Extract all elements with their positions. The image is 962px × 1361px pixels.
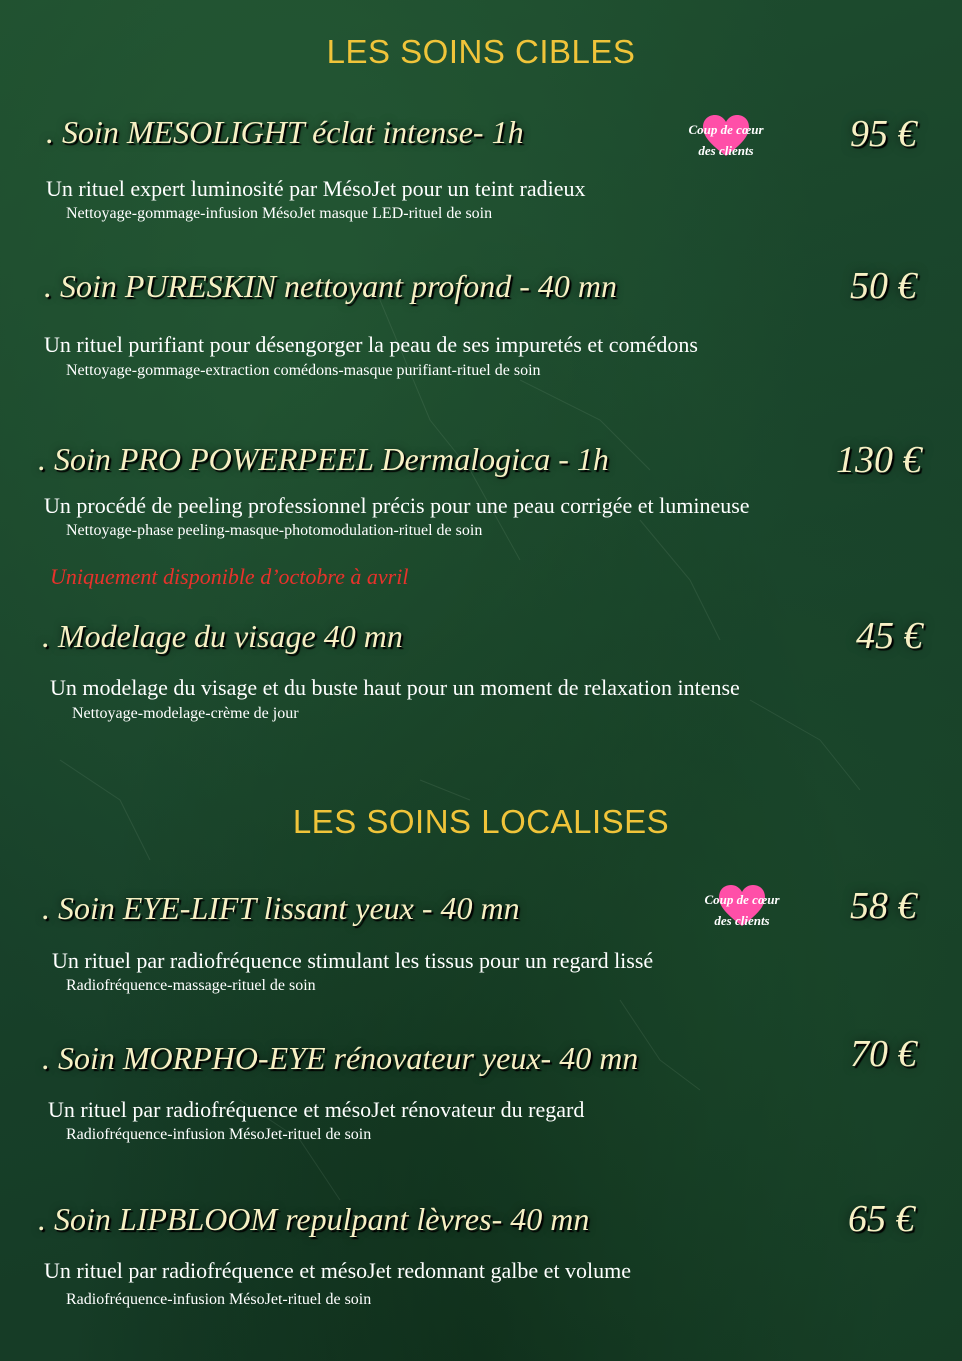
item-price-lipbloom: 65 € — [848, 1198, 915, 1240]
item-desc-powerpeel: Un procédé de peeling professionnel précis pour une peau corrigée et lumineuse — [44, 493, 750, 518]
item-price-modelage: 45 € — [856, 615, 923, 657]
item-desc-lipbloom: Un rituel par radiofréquence et mésoJet redonnant galbe et volume — [44, 1258, 632, 1283]
section-title-localises: LES SOINS LOCALISES — [292, 803, 670, 840]
item-price-mesolight: 95 € — [850, 113, 917, 155]
item-steps-lipbloom: Radiofréquence-infusion MésoJet-rituel de soin — [66, 1291, 372, 1308]
item-title-modelage: . Modelage du visage 40 mn — [42, 618, 403, 654]
item-steps-morphoeye: Radiofréquence-infusion MésoJet-rituel de soin — [66, 1126, 372, 1143]
item-title-powerpeel: . Soin PRO POWERPEEL Dermalogica - 1h — [38, 441, 609, 477]
item-steps-powerpeel: Nettoyage-phase peeling-masque-photomodulation-rituel de soin — [66, 522, 483, 539]
favorite-badge-mesolight — [676, 114, 776, 158]
item-title-morphoeye: . Soin MORPHO-EYE rénovateur yeux- 40 mn — [42, 1040, 639, 1076]
item-title-lipbloom: . Soin LIPBLOOM repulpant lèvres- 40 mn — [38, 1201, 590, 1237]
item-price-morphoeye: 70 € — [850, 1033, 917, 1075]
item-title-eyelift: . Soin EYE-LIFT lissant yeux - 40 mn — [42, 890, 520, 926]
item-steps-eyelift: Radiofréquence-massage-rituel de soin — [66, 977, 316, 994]
item-title-pureskin: . Soin PURESKIN nettoyant profond - 40 mn — [44, 268, 617, 304]
item-desc-pureskin: Un rituel purifiant pour désengorger la peau de ses impuretés et comédons — [44, 332, 698, 357]
badge-line2: des clients — [698, 143, 754, 158]
item-price-powerpeel: 130 € — [836, 439, 922, 481]
badge-line2: des clients — [714, 913, 770, 928]
badge-line1: Coup de cœur — [704, 892, 780, 907]
item-price-pureskin: 50 € — [850, 265, 917, 307]
item-desc-mesolight: Un rituel expert luminosité par MésoJet pour un teint radieux — [46, 176, 586, 201]
item-steps-modelage: Nettoyage-modelage-crème de jour — [72, 705, 299, 722]
item-desc-modelage: Un modelage du visage et du buste haut pour un moment de relaxation intense — [50, 675, 740, 700]
item-price-eyelift: 58 € — [850, 885, 917, 927]
item-desc-eyelift: Un rituel par radiofréquence stimulant les tissus pour un regard lissé — [52, 948, 654, 973]
item-title-mesolight: . Soin MESOLIGHT éclat intense- 1h — [46, 114, 524, 150]
item-desc-morphoeye: Un rituel par radiofréquence et mésoJet rénovateur du regard — [48, 1097, 585, 1122]
availability-note: Uniquement disponible d’octobre à avril — [50, 564, 409, 589]
favorite-badge-eyelift — [692, 884, 792, 928]
item-steps-pureskin: Nettoyage-gommage-extraction comédons-masque purifiant-rituel de soin — [66, 362, 541, 379]
item-steps-mesolight: Nettoyage-gommage-infusion MésoJet masque LED-rituel de soin — [66, 205, 493, 222]
section-title-cibles: LES SOINS CIBLES — [326, 33, 636, 70]
badge-line1: Coup de cœur — [688, 122, 764, 137]
